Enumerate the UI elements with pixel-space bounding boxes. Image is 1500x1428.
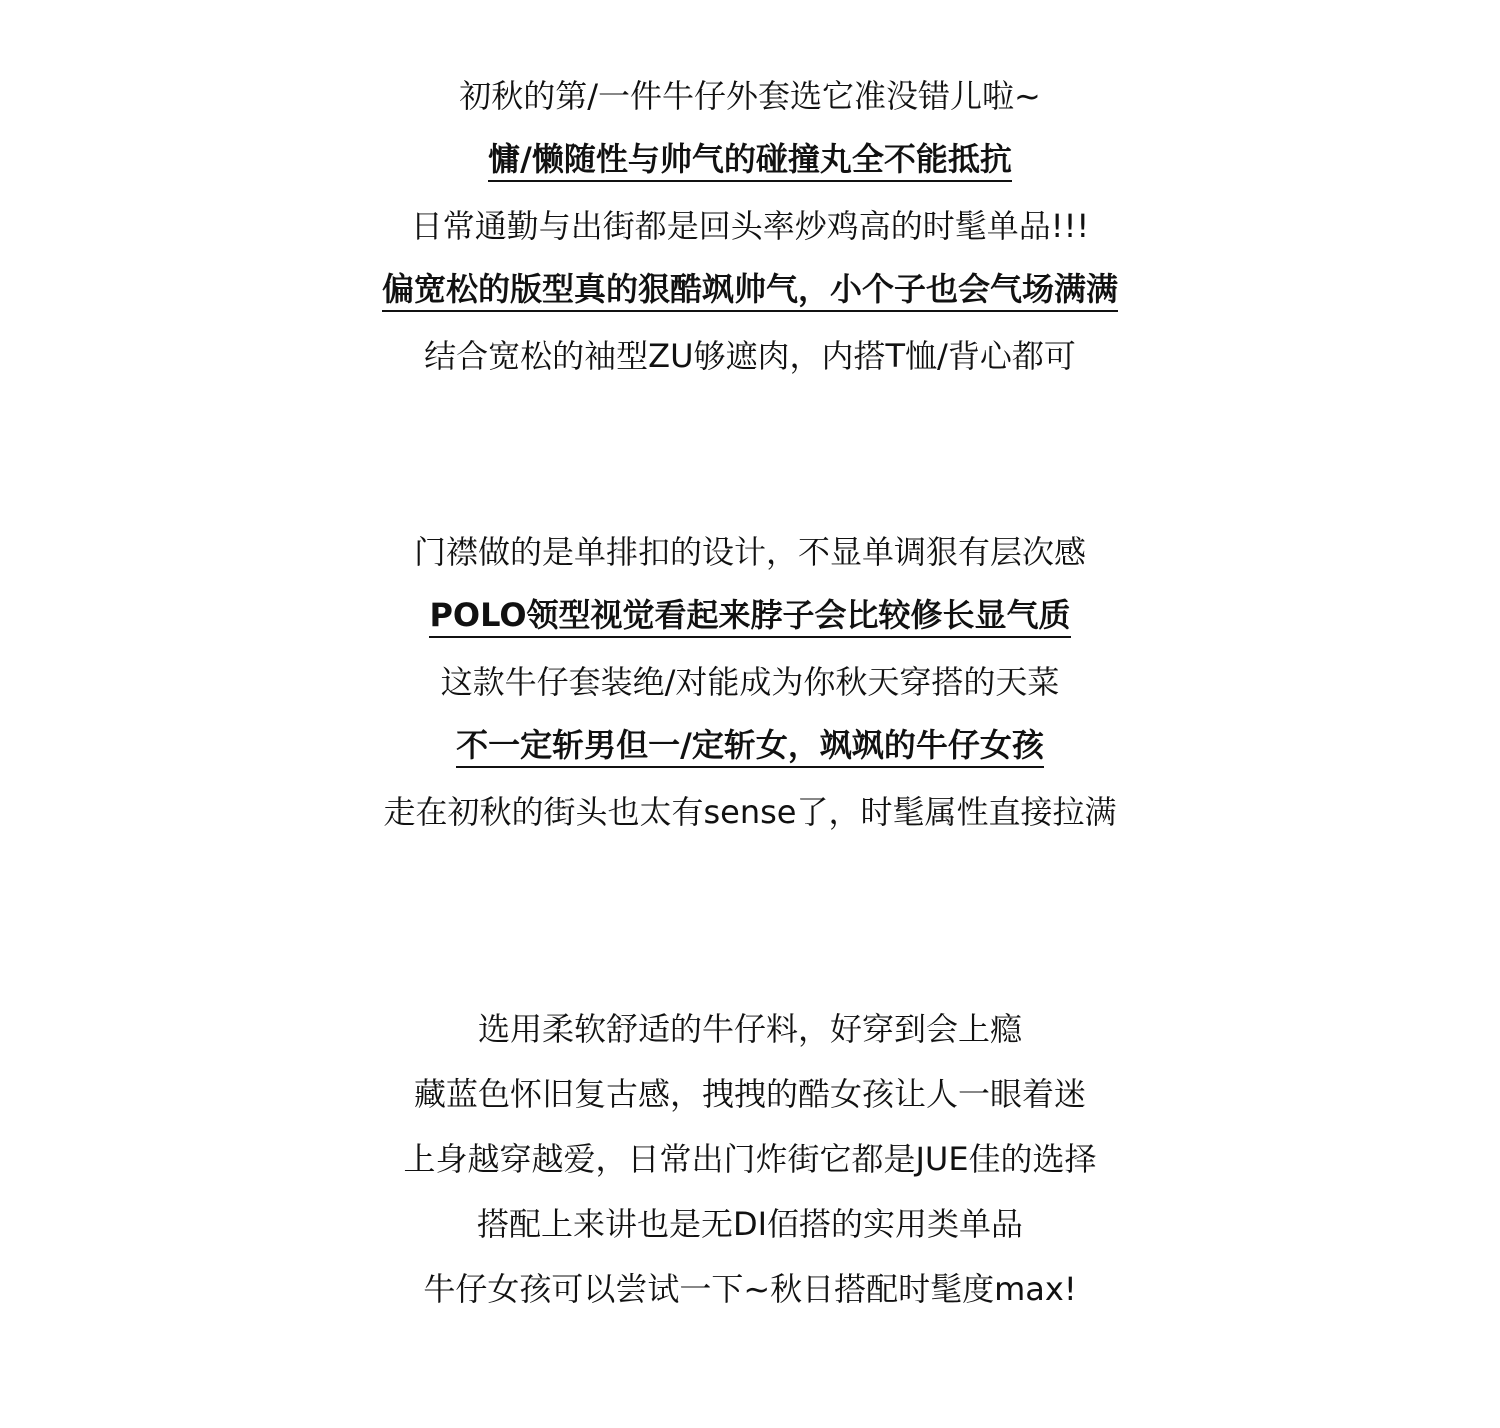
- emphasized-line: [0, 257, 1500, 322]
- text-line: [0, 518, 1500, 583]
- text-line: [0, 995, 1500, 1060]
- line-text: 牛仔女孩可以尝试一下~秋日搭配时髦度max!: [423, 1270, 1077, 1308]
- line-text: 慵/懒随性与帅气的碰撞丸全不能抵抗: [488, 140, 1012, 182]
- line-text: 初秋的第/一件牛仔外套选它准没错儿啦~: [459, 77, 1041, 115]
- paragraph-intro: [0, 62, 1500, 387]
- line-text: 选用柔软舒适的牛仔料，好穿到会上瘾: [477, 1010, 1022, 1048]
- text-line: [0, 1125, 1500, 1190]
- line-text: 门襟做的是单排扣的设计，不显单调狠有层次感: [413, 533, 1086, 571]
- emphasized-line: [0, 713, 1500, 778]
- emphasized-line: [0, 127, 1500, 192]
- text-line: [0, 648, 1500, 713]
- text-line: [0, 1060, 1500, 1125]
- paragraph-material: [0, 995, 1500, 1320]
- text-line: [0, 322, 1500, 387]
- line-text: 上身越穿越爱，日常出门炸街它都是JUE佳的选择: [403, 1140, 1097, 1178]
- text-line: [0, 62, 1500, 127]
- text-line: [0, 1255, 1500, 1320]
- paragraph-design: [0, 518, 1500, 843]
- line-text: 藏蓝色怀旧复古感，拽拽的酷女孩让人一眼着迷: [413, 1075, 1086, 1113]
- line-text: POLO领型视觉看起来脖子会比较修长显气质: [429, 596, 1070, 638]
- line-text: 搭配上来讲也是无DI佰搭的实用类单品: [476, 1205, 1024, 1243]
- line-text: 这款牛仔套装绝/对能成为你秋天穿搭的天菜: [440, 663, 1060, 701]
- line-text: 不一定斩男但一/定斩女，飒飒的牛仔女孩: [456, 726, 1044, 768]
- emphasized-line: [0, 583, 1500, 648]
- text-line: [0, 1190, 1500, 1255]
- line-text: 走在初秋的街头也太有sense了，时髦属性直接拉满: [383, 793, 1117, 831]
- line-text: 日常通勤与出街都是回头率炒鸡高的时髦单品!!!: [410, 207, 1090, 245]
- line-text: 结合宽松的袖型ZU够遮肉，内搭T恤/背心都可: [424, 337, 1076, 375]
- text-line: [0, 192, 1500, 257]
- text-line: [0, 778, 1500, 843]
- line-text: 偏宽松的版型真的狠酷飒帅气，小个子也会气场满满: [382, 270, 1118, 312]
